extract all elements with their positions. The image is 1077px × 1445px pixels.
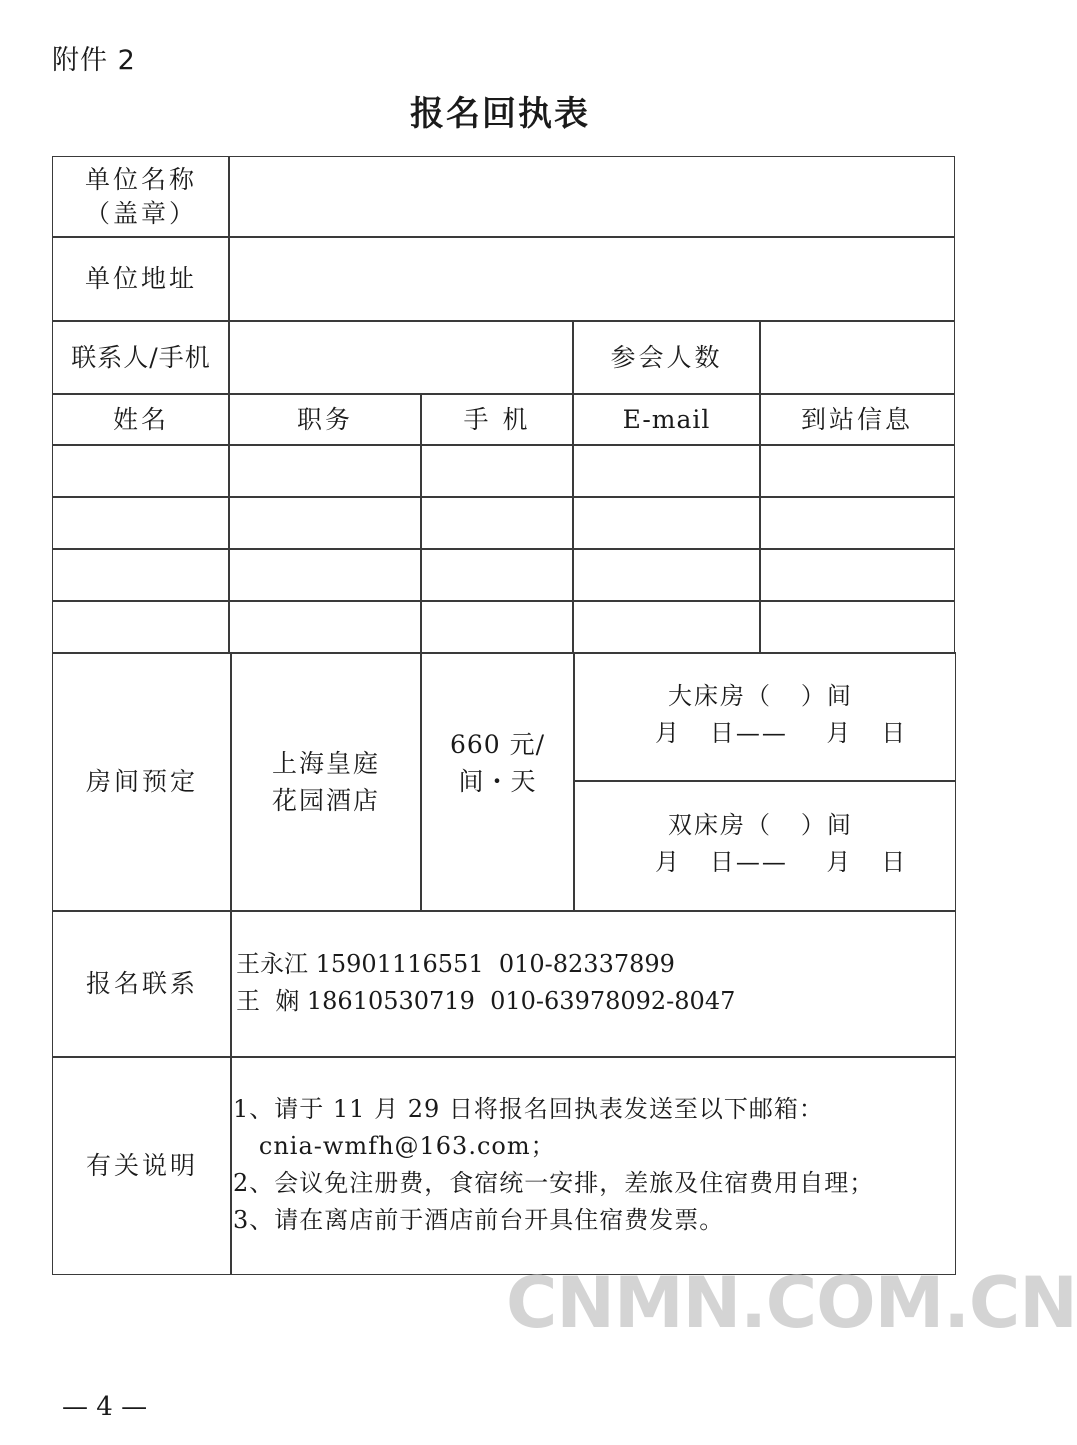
page-number: — 4 — [62, 1392, 148, 1422]
unit-name-label: 单位名称 （盖章） [84, 165, 197, 228]
table-row-cell[interactable] [420, 600, 574, 654]
table-row-cell[interactable] [228, 548, 422, 602]
hotel-name: 上海皇庭 花园酒店 [271, 749, 380, 815]
page-title: 报名回执表 [410, 94, 590, 134]
column-header-email: E-mail [622, 404, 711, 434]
contact-field[interactable] [228, 320, 574, 395]
unit-address-label: 单位地址 [84, 264, 197, 293]
table-row-cell[interactable] [52, 444, 230, 498]
attendees-label: 参会人数 [610, 342, 723, 372]
note-email[interactable]: cnia-wmfh@163.com； [233, 1132, 556, 1160]
column-header-arrival: 到站信息 [800, 404, 913, 434]
note-item-2: 2、会议免注册费，食宿统一安排，差旅及住宿费用自理； [233, 1169, 875, 1197]
table-row-cell[interactable] [420, 444, 574, 498]
table-row-cell[interactable] [228, 496, 422, 550]
note-item-3: 3、请在离店前于酒店前台开具住宿费发票。 [233, 1206, 725, 1234]
twin-room-dates: 月 日—— 月 日 [655, 848, 908, 876]
room-price: 660 元/ 间・天 [449, 730, 546, 796]
table-row-cell[interactable] [572, 496, 761, 550]
king-room-dates: 月 日—— 月 日 [655, 719, 908, 747]
table-row-cell[interactable] [759, 548, 955, 602]
column-header-name: 姓名 [112, 404, 169, 434]
contact-label: 联系人/手机 [71, 342, 211, 372]
table-row-cell[interactable] [52, 548, 230, 602]
table-row-cell[interactable] [228, 444, 422, 498]
table-row-cell[interactable] [52, 600, 230, 654]
table-row-cell[interactable] [572, 444, 761, 498]
table-row-cell[interactable] [228, 600, 422, 654]
twin-room-text: 双床房（ ）间 [668, 811, 853, 839]
table-row-cell[interactable] [420, 548, 574, 602]
registration-contact-label: 报名联系 [85, 969, 198, 998]
table-row-cell[interactable] [420, 496, 574, 550]
attachment-label: 附件 2 [52, 45, 136, 76]
table-row-cell[interactable] [52, 496, 230, 550]
notes-label: 有关说明 [85, 1150, 198, 1180]
note-item-1: 1、请于 11 月 29 日将报名回执表发送至以下邮箱： [233, 1095, 824, 1123]
table-row-cell[interactable] [572, 600, 761, 654]
watermark: CNMN.COM.CN [506, 1262, 1077, 1344]
table-row-cell[interactable] [759, 444, 955, 498]
registration-contact-line-1: 王永江 15901116551 010-82337899 [236, 950, 675, 978]
room-booking-label: 房间预定 [85, 767, 198, 796]
table-row-cell[interactable] [759, 496, 955, 550]
unit-name-field[interactable] [228, 156, 955, 238]
registration-contact-line-2: 王 娴 18610530719 010-63978092-8047 [236, 987, 736, 1015]
table-row-cell[interactable] [759, 600, 955, 654]
unit-address-field[interactable] [228, 236, 955, 322]
table-row-cell[interactable] [572, 548, 761, 602]
column-header-phone: 手 机 [463, 404, 531, 434]
column-header-position: 职务 [296, 404, 353, 434]
king-room-text: 大床房（ ）间 [668, 682, 853, 710]
attendees-field[interactable] [759, 320, 955, 395]
